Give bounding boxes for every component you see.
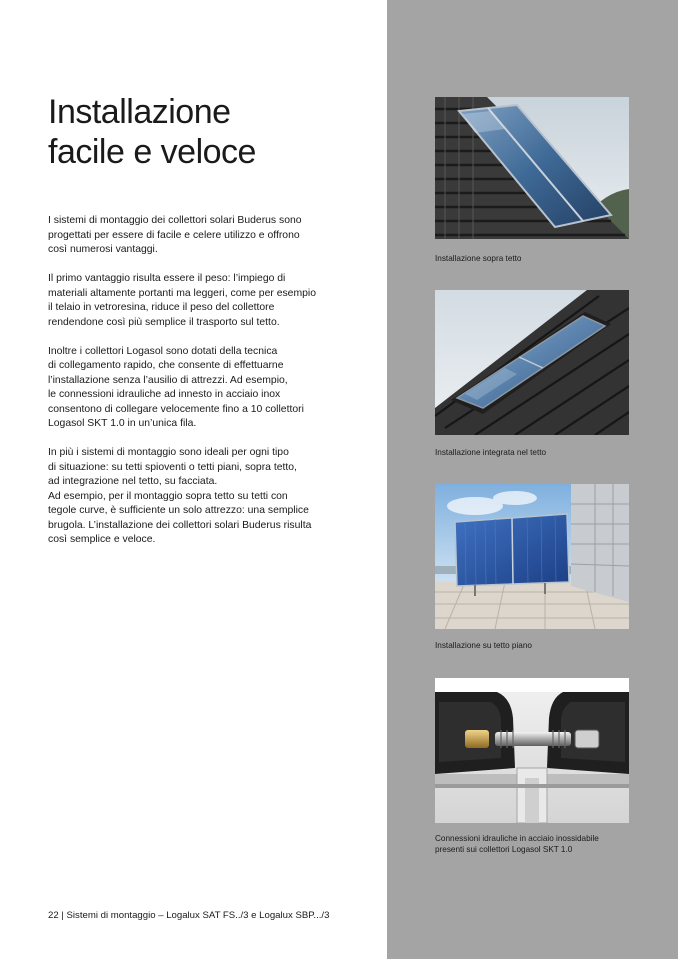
- text-line: Inoltre i collettori Logasol sono dotati della tecnica: [48, 345, 278, 357]
- paragraph-3: [48, 345, 348, 432]
- paragraph-1: [48, 214, 348, 258]
- text-line: l’installazione senza l’ausilio di attrezzi. Ad esempio,: [48, 374, 288, 386]
- text-line: brugola. L’installazione dei collettori solari Buderus risulta: [48, 519, 312, 531]
- text-line: I sistemi di montaggio dei collettori solari Buderus sono: [48, 215, 302, 226]
- text-line: consentono di collegare velocemente fino a 10 collettori: [48, 403, 304, 415]
- page-title: [48, 92, 256, 172]
- text-line: materiali altamente portanti ma leggeri, come per esempio: [48, 287, 316, 299]
- paragraph-4: [48, 446, 348, 548]
- caption-line: presenti sui collettori Logasol SKT 1.0: [435, 845, 573, 854]
- text-line: Ad esempio, per il montaggio sopra tetto su tetti con: [48, 490, 288, 502]
- text-line: Logasol SKT 1.0 in un’unica fila.: [48, 418, 197, 429]
- photo-connections-image: [435, 678, 629, 823]
- caption-in-roof: [435, 447, 645, 458]
- text-line: In più i sistemi di montaggio sono ideali per ogni tipo: [48, 447, 289, 458]
- caption-line: Installazione sopra tetto: [435, 254, 522, 263]
- caption-flat-roof: [435, 640, 645, 651]
- title-line-1: Installazione: [48, 93, 231, 131]
- text-line: così semplice e veloce.: [48, 534, 156, 545]
- caption-on-roof: [435, 253, 645, 264]
- caption-line: Installazione integrata nel tetto: [435, 448, 547, 457]
- title-line-2: facile e veloce: [48, 133, 256, 171]
- photo-connections: [435, 678, 629, 823]
- photo-in-roof-image: [435, 290, 629, 435]
- text-line: rendendone così più semplice il trasporto sul tetto.: [48, 316, 280, 328]
- text-line: ad integrazione nel tetto, su facciata.: [48, 476, 218, 487]
- text-line: di collegamento rapido, che consente di effettuarne: [48, 360, 284, 371]
- photo-flat-roof: [435, 484, 629, 629]
- body-text: [48, 214, 348, 562]
- text-line: tegole curve, è sufficiente un solo attrezzo: una semplice: [48, 505, 309, 516]
- text-line: così numerosi vantaggi.: [48, 244, 158, 255]
- caption-line: Connessioni idrauliche in acciaio inossidabile: [435, 834, 599, 843]
- photo-flat-roof-image: [435, 484, 629, 629]
- photo-in-roof: [435, 290, 629, 435]
- caption-line: Installazione su tetto piano: [435, 641, 532, 650]
- text-line: di situazione: su tetti spioventi o tetti piani, sopra tetto,: [48, 461, 297, 473]
- caption-connections: [435, 833, 645, 855]
- paragraph-2: [48, 272, 348, 330]
- text-line: il telaio in vetroresina, riduce il peso del collettore: [48, 302, 275, 313]
- text-line: progettati per essere di facile e celere utilizzo e offrono: [48, 229, 300, 241]
- photo-on-roof: [435, 97, 629, 239]
- text-line: Il primo vantaggio risulta essere il peso: l’impiego di: [48, 273, 286, 284]
- photo-on-roof-image: [435, 97, 629, 239]
- page-footer: 22 | Sistemi di montaggio – Logalux SAT FS../3 e Logalux SBP.../3: [48, 910, 330, 921]
- text-line: le connessioni idrauliche ad innesto in acciaio inox: [48, 389, 281, 400]
